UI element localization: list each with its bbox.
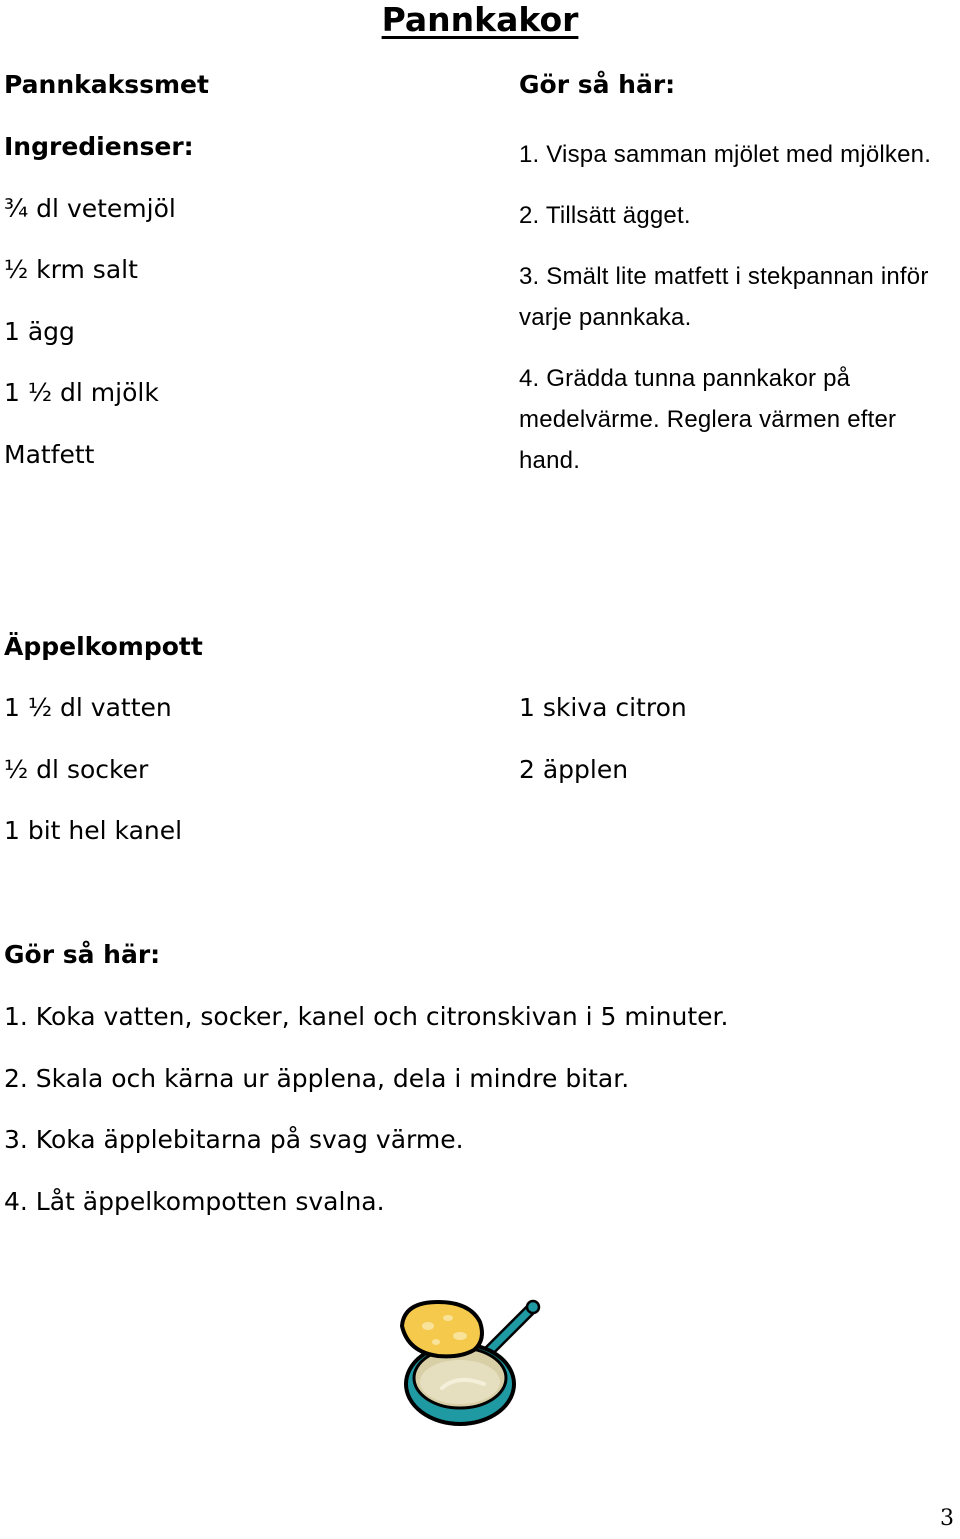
frying-pan-pancake-icon [394,1296,546,1430]
compote-step: 1. Koka vatten, socker, kanel och citronskivan i 5 minuter. [4,1002,729,1031]
compote-ingredient: 1 bit hel kanel [4,816,183,845]
compote-ingredient: ½ dl socker [4,755,149,784]
pancake-steps-heading: Gör så här: [519,70,676,99]
pancake-step: 1. Vispa samman mjölet med mjölken. [519,141,932,168]
compote-ingredient: 1 ½ dl vatten [4,693,172,722]
pancake-heading: Pannkakssmet [4,70,209,99]
compote-step: 4. Låt äppelkompotten svalna. [4,1187,385,1216]
pancake-step: 2. Tillsätt ägget. [519,202,691,229]
compote-ingredient: 1 skiva citron [519,693,687,722]
pancake-ingredients-heading: Ingredienser: [4,132,194,161]
compote-step: 2. Skala och kärna ur äpplena, dela i mindre bitar. [4,1064,630,1093]
pancake-ingredient: ½ krm salt [4,255,138,284]
compote-steps-heading: Gör så här: [4,940,161,969]
pancake-ingredient: 1 ½ dl mjölk [4,378,159,407]
pancake-step: 3. Smält lite matfett i stekpannan inför varje pannkaka. [519,263,929,331]
compote-heading: Äppelkompott [4,632,203,661]
pancake-ingredient: Matfett [4,440,95,469]
pancake-ingredient: ¾ dl vetemjöl [4,194,176,223]
page-number: 3 [940,1506,954,1531]
page-title: Pannkakor [381,0,579,39]
pancake-steps [519,134,949,501]
pancake-step: 4. Grädda tunna pannkakor på medelvärme. Reglera värmen efter hand. [519,365,897,474]
compote-ingredient: 2 äpplen [519,755,629,784]
pancake-ingredient: 1 ägg [4,317,75,346]
compote-step: 3. Koka äpplebitarna på svag värme. [4,1125,464,1154]
